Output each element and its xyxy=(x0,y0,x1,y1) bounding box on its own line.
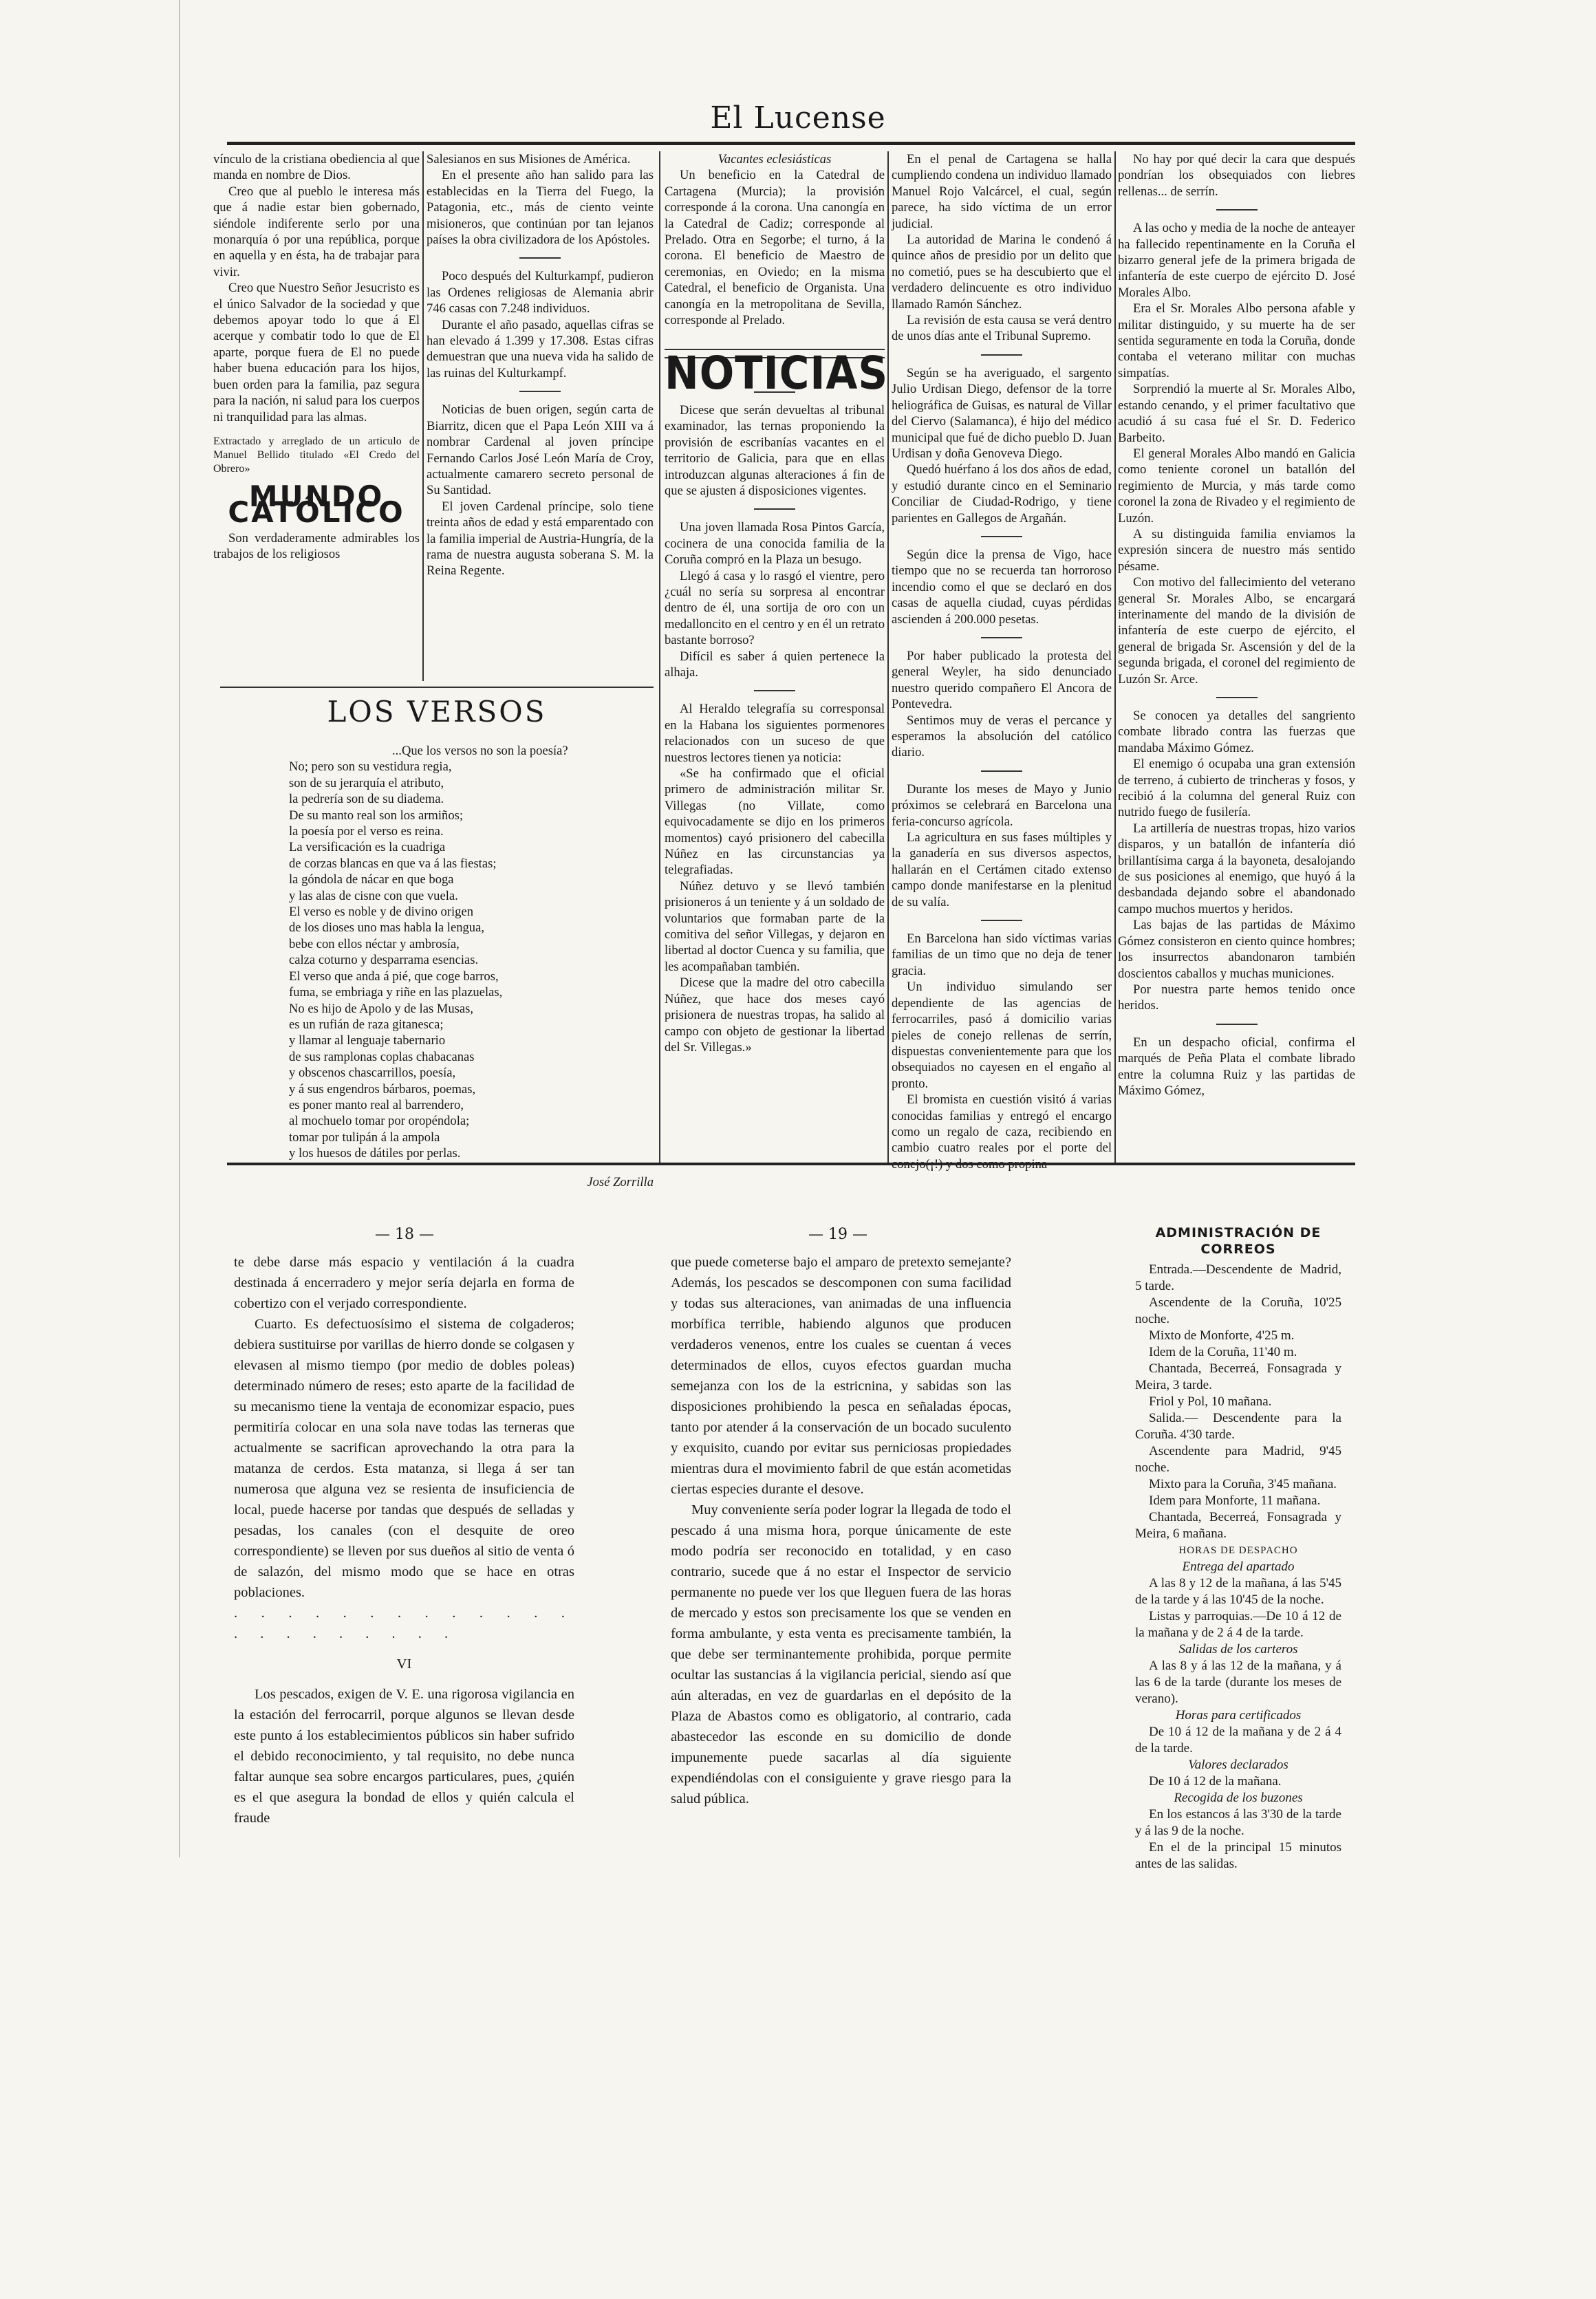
paragraph: Durante los meses de Mayo y Junio próximos se celebrará en Barcelona una feria-concurso agrícola. xyxy=(892,781,1112,829)
bottom-column-right xyxy=(671,1252,1011,1809)
poem-line: la poesía por el verso es reina. xyxy=(289,824,444,839)
separator xyxy=(519,257,561,259)
certificados-heading: Horas para certificados xyxy=(1175,1708,1302,1723)
paragraph: En Barcelona han sido víctimas varias familias de un timo que no deja de tener gracia. xyxy=(892,931,1112,978)
schedule-line: Mixto para la Coruña, 3'45 mañana. xyxy=(1149,1477,1337,1491)
paragraph: Por nuestra parte hemos tenido once heridos. xyxy=(1118,982,1355,1013)
poem xyxy=(289,743,654,1190)
poem-line: No; pero son su vestidura regia, xyxy=(289,759,452,775)
paragraph: Los pescados, exigen de V. E. una rigorosa vigilancia en la estación del ferrocarril, porque algunos se llevan desde este punto á los establecimientos públicos sin haber sufrido el debido reconocimiento, y tal requisito, no debe nunca faltar aunque sea sobre encargos particulares, pues, ¿quién es el que asegura la bondad de ellos y quién calcula el fraude xyxy=(234,1687,574,1826)
poem-line: ...Que los versos no son la poesía? xyxy=(392,744,568,758)
schedule-line: A las 8 y 12 de la mañana, á las 5'45 de la tarde y á las 10'45 de la noche. xyxy=(1135,1576,1341,1607)
column-4 xyxy=(892,151,1112,1172)
paragraph: Según dice la prensa de Vigo, hace tiempo que no se recuerda tan horroroso incendio como el que se declaró en dos casas de aquella ciudad, cuyas pérdidas ascienden á 200.000 pesetas. xyxy=(892,547,1112,627)
poem-line: bebe con ellos néctar y ambrosía, xyxy=(289,936,460,951)
poem-line: El verso que anda á pié, que coge barros, xyxy=(289,969,499,984)
paragraph: Creo que al pueblo le interesa más que á nadie estar bien gobernado, siéndole indiferente serlo por una monarquía ó por una república, porque en aquella y en ésta, ha de trabajar para vivir. xyxy=(213,184,420,279)
separator xyxy=(981,770,1022,772)
schedule-line: A las 8 y á las 12 de la mañana, y á las 6 de la tarde (durante los meses de verano). xyxy=(1135,1659,1341,1706)
column-divider xyxy=(422,151,424,681)
mid-page-rule xyxy=(227,1163,1355,1165)
schedule-line: Listas y parroquias.—De 10 á 12 de la mañana y de 2 á 4 de la tarde. xyxy=(1135,1609,1341,1640)
poem-line: y á sus engendros bárbaros, poemas, xyxy=(289,1081,476,1097)
column-5 xyxy=(1118,151,1355,1163)
poem-line: La versificación es la cuadriga xyxy=(289,840,446,855)
schedule-line: Entrada.—Descendente de Madrid, 5 tarde. xyxy=(1135,1262,1341,1293)
poem-rule xyxy=(220,687,654,688)
separator xyxy=(981,637,1022,638)
paragraph: En el penal de Cartagena se halla cumpliendo condena un individuo llamado Manuel Rojo Valcárcel, el cual, según parece, ha sido víctima de un error judicial. xyxy=(892,152,1112,231)
paragraph: La agricultura en sus fases múltiples y la ganadería en sus diversos aspectos, hallarán en el Certámen citado extenso campo donde manifestarse en la plenitud de su valía. xyxy=(892,830,1112,909)
paragraph: Se conocen ya detalles del sangriento combate librado contra las fuerzas que mandaba Máximo Gómez. xyxy=(1118,709,1355,755)
paragraph: Son verdaderamente admirables los trabajos de los religiosos xyxy=(213,530,420,562)
paragraph: Era el Sr. Morales Albo persona afable y militar distinguido, y su muerte ha de ser sentida seguramente en toda la Coruña, donde contaba el veterano militar con muchas simpatías. xyxy=(1118,301,1355,380)
poem-line: fuma, se embriaga y riñe en las plazuelas, xyxy=(289,985,503,1000)
carteros-heading: Salidas de los carteros xyxy=(1178,1642,1298,1656)
schedule-line: Idem de la Coruña, 11'40 m. xyxy=(1149,1345,1297,1359)
paragraph: Cuarto. Es defectuosísimo el sistema de colgaderos; debiera sustituirse por varillas de hierro donde se colgasen y elevasen al mismo tiempo (por medio de dobles poleas) determinado número de reses; esto aparte de la facilidad de su mecanismo tiene la ventaja de economizar espacio, pues permitiría colocar en una sola nave todas las terneras que actualmente se sacrifican aprovechando la otra para la matanza de cerdos. Esta matanza, si llega á ser tan numerosa que alguna vez se resienta de insuficiencia de local, puede hacerse por tandas que después de selladas y pesadas, los canales (con el desquite de oreo correspondiente) se lleven por sus dueños al sitio de venta ó de salazón, del mismo modo que se hace en otras poblaciones. xyxy=(234,1317,574,1600)
paragraph: La revisión de esta causa se verá dentro de unos días ante el Tribunal Supremo. xyxy=(892,313,1112,344)
section-title-mundo-catolico: MUNDO CATÓLICO xyxy=(228,479,405,530)
paragraph: Muy conveniente sería poder lograr la llegada de todo el pescado á una misma hora, porque únicamente de este modo podría ser reconocido en totalidad, y en caso contrario, sucede que á no estar el Inspector de servicio permanente no puede ver los que lleguen fuera de las horas de mercado y estos son precisamente los que se venden en forma ambulante, y esta venta es precisamente también, la que debe ser terminantemente prohibida, porque permite ocultar las sustancias á la vigilancia pericial, siendo así que aún alteradas, en vez de guardarlas en el depósito de la Plaza de Abastos como es obligatorio, al contrario, cada abastecedor las esconde en su domicilio de donde impunemente puede sacarlas al día siguiente expendiéndolas con el consiguiente y grave riesgo para la salud pública. xyxy=(671,1502,1011,1806)
poem-line: son de su jerarquía el atributo, xyxy=(289,775,444,790)
schedule-line: En los estancos á las 3'30 de la tarde y á las 9 de la noche. xyxy=(1135,1807,1341,1838)
separator xyxy=(754,690,795,691)
paragraph: Dicese que serán devueltas al tribunal examinador, las ternas proponiendo la provisión de escribanías vacantes en el territorio de Galicia, para que en ellas introduzcan algunas alteraciones á fin de que se ajusten á disposiciones vigentes. xyxy=(665,402,885,498)
poem-line: y los huesos de dátiles por perlas. xyxy=(289,1146,461,1161)
paragraph: Un beneficio en la Catedral de Cartagena (Murcia); la provisión corresponde á la corona. Una canongía en la Catedral de Cadiz; corresponde al Prelado. Otra en Segorbe; el turno, á la corona. El beneficio de Maestro de ceremonias, en Oviedo; en la misma Catedral, el beneficio de Organista. Una canongía en la metropolitana de Sevilla, corresponde al Prelado. xyxy=(665,168,885,328)
page-number-right: — 19 — xyxy=(808,1226,867,1243)
schedule-line: Salida.— Descendente para la Coruña. 4'30 tarde. xyxy=(1135,1411,1341,1442)
paragraph: Núñez detuvo y se llevó también prisioneros á un teniente y á un soldado de voluntarios que formaban parte de la comitiva del señor Villegas, y dejaron en libertad al doctor Cuenca y su familia, que les acompañaban también. xyxy=(665,878,885,974)
paragraph: Noticias de buen origen, según carta de Biarritz, dicen que el Papa León XIII va á nombrar Cardenal al joven príncipe Fernando Carlos José León María de Croy, actualmente camarero secreto personal de Su Santidad. xyxy=(427,402,654,498)
poem-line: de los dioses uno mas habla la lengua, xyxy=(289,920,485,936)
poem-line: la góndola de nácar en que boga xyxy=(289,872,454,887)
column-1 xyxy=(213,151,420,647)
poem-title: LOS VERSOS xyxy=(327,695,547,728)
paragraph: La autoridad de Marina le condenó á quince años de presidio por un delito que no cometió, pues se ha descubierto que el verdadero delincuente es otro individuo llamado Ramón Sánchez. xyxy=(892,233,1112,312)
correos-schedule xyxy=(1135,1224,1341,1872)
schedule-line: De 10 á 12 de la mañana. xyxy=(1149,1774,1282,1789)
paragraph: En el presente año han salido para las establecidas en la Tierra del Fuego, la Patagonia, etc., más de ciento veinte misioneros, que continúan por tan lejanos países la obra civilizadora de los Apóstoles. xyxy=(427,168,654,248)
separator xyxy=(1216,209,1258,211)
poem-author: José Zorrilla xyxy=(587,1174,654,1189)
schedule-line: Ascendente de la Coruña, 10'25 noche. xyxy=(1135,1295,1341,1326)
schedule-line: Mixto de Monforte, 4'25 m. xyxy=(1149,1328,1295,1343)
paragraph: El enemigo ó ocupaba una gran extensión de terreno, á cubierto de trincheras y fosos, y recibió á la columna del general Ruiz con nutrido fuego de fusilería. xyxy=(1118,757,1355,820)
poem-line: es poner manto real al barrendero, xyxy=(289,1097,464,1112)
schedule-line: En el de la principal 15 minutos antes de las salidas. xyxy=(1135,1840,1341,1871)
schedule-line: De 10 á 12 de la mañana y de 2 á 4 de la tarde. xyxy=(1135,1725,1341,1756)
paragraph: Sorprendió la muerte al Sr. Morales Albo, estando cenando, y el primer facultativo que acudió á su casa fué el Sr. D. Federico Barbeito. xyxy=(1118,382,1355,445)
paragraph: Quedó huérfano á los dos años de edad, y estudió durante cinco en el Seminario Conciliar de Ciudad-Rodrigo, y tiene parientes en Gallegos de Argañán. xyxy=(892,462,1112,526)
paragraph: En un despacho oficial, confirma el marqués de Peña Plata el combate librado entre la columna Ruiz y las partidas de Máximo Gómez, xyxy=(1118,1035,1355,1098)
separator xyxy=(981,354,1022,356)
separator xyxy=(981,536,1022,537)
poem-line: la pedrería son de su diadema. xyxy=(289,792,444,807)
poem-line: de corzas blancas en que va á las fiestas; xyxy=(289,856,497,871)
masthead-title: El Lucense xyxy=(710,100,886,136)
header-rule xyxy=(227,142,1355,145)
apartado-heading: Entrega del apartado xyxy=(1182,1559,1295,1574)
paragraph: vínculo de la cristiana obediencia al que manda en nombre de Dios. xyxy=(213,152,420,183)
column-divider xyxy=(659,151,660,1163)
schedule-line: Chantada, Becerreá, Fonsagrada y Meira, 6 mañana. xyxy=(1135,1510,1341,1541)
paragraph: Llegó á casa y lo rasgó el vientre, pero ¿cuál no sería su sorpresa al encontrar dentro de él, una sortija de oro con un medalloncito en el centro y en él un retrato bastante borroso? xyxy=(665,568,885,648)
paragraph: Dicese que la madre del otro cabecilla Núñez, que hace dos meses cayó prisionera de nuestras tropas, ha salido al campo con objeto de gestionar la libertad del Sr. Villegas.» xyxy=(665,975,885,1055)
schedule-line: Ascendente para Madrid, 9'45 noche. xyxy=(1135,1444,1341,1475)
paragraph: Difícil es saber á quien pertenece la alhaja. xyxy=(665,649,885,680)
column-3 xyxy=(665,151,889,1163)
page-number-left: — 18 — xyxy=(375,1226,434,1243)
separator xyxy=(981,920,1022,921)
ellipsis-dots: . . . . . . . . . . . . . . . . . . . . . . xyxy=(234,1606,574,1641)
paragraph: El general Morales Albo mandó en Galicia como teniente coronel un batallón del regimiento de Murcia, y más tarde como coronel la zona de Rivadeo y el regimiento de Luzón. xyxy=(1118,446,1355,526)
paragraph: Durante el año pasado, aquellas cifras se han elevado á 1.399 y 17.308. Estas cifras demuestran que una nueva vida ha salido de las ruinas del Kulturkampf. xyxy=(427,317,654,380)
bottom-column-left xyxy=(234,1252,574,1828)
poem-line: y las alas de cisne con que vuela. xyxy=(289,888,458,903)
paragraph: El bromista en cuestión visitó á varias conocidas familias y entregó el encargo como un regalo de caza, recibiendo en cambio cuatro reales por el porte del conejo(¡!) y dos como propina xyxy=(892,1092,1112,1172)
correos-title: ADMINISTRACIÓN DE CORREOS xyxy=(1155,1225,1322,1257)
paragraph: Poco después del Kulturkampf, pudieron las Ordenes religiosas de Alemania abrir 746 casas con 7.248 individuos. xyxy=(427,269,654,316)
paragraph: te debe darse más espacio y ventilación á la cuadra destinada á encerradero y mejor sería dejarla en forma de cobertizo con el verjado correspondiente. xyxy=(234,1255,574,1311)
paragraph: La artillería de nuestras tropas, hizo varios disparos, y un batallón de infantería dió brillantísima carga á la bayoneta, desalojando de sus posiciones al enemigo, que huyó á la desbandada dejando sobre el abandonado campo muchos muertos y heridos. xyxy=(1118,821,1355,916)
separator xyxy=(1216,697,1258,698)
excerpt-credit: Extractado y arreglado de un articulo de Manuel Bellido titulado «El Credo del Obrero» xyxy=(213,435,420,475)
poem-line: es un rufián de raza gitanesca; xyxy=(289,1017,444,1032)
paragraph: Según se ha averiguado, el sargento Julio Urdisan Diego, defensor de la torre heliográfica de Guisas, es natural de Villar del Ciervo (Salamanca), é hijo del médico municipal que fué de dicho pueblo D. Juan Urdisan y doña Genoveva Diego. xyxy=(892,365,1112,461)
separator xyxy=(754,508,795,510)
poem-line: De su manto real son los armiños; xyxy=(289,808,464,823)
schedule-line: Friol y Pol, 10 mañana. xyxy=(1149,1394,1272,1409)
poem-line: No es hijo de Apolo y de las Musas, xyxy=(289,1001,474,1016)
poem-line: de sus ramplonas coplas chabacanas xyxy=(289,1049,475,1064)
separator xyxy=(519,391,561,392)
paragraph: Salesianos en sus Misiones de América. xyxy=(427,152,631,166)
paragraph: Con motivo del fallecimiento del veterano general Sr. Morales Albo, se encargará interinamente del mando de la división de infantería de este cuerpo de ejército, el general de brigada Sr. Ascensión y del de la segunda brigada, el coronel del regimiento de Luzón Sr. Arce. xyxy=(1118,575,1355,687)
paragraph: que puede cometerse bajo el amparo de pretexto semejante? Además, los pescados se descomponen con suma facilidad y todas sus alteraciones, van animadas de una influencia morbífica terrible, habiendo algunos que producen verdaderos venenos, entre los cuales se cuentan á veces determinados de ellos, cuyos efectos guardan mucha semejanza con los de la estricnina, y sabidas son las disposiciones prohibiendo la pesca en señaladas épocas, tanto por atender á la conservación de un bocado suculento y exquisito, cuando por evitar sus perniciosas propiedades mientras dura el movimiento fabril de que están acometidas ciertas especies durante el desove. xyxy=(671,1255,1011,1497)
paragraph: «Se ha confirmado que el oficial primero de administración militar Sr. Villegas (no Villate, como equivocadamente se dijo en los primeros momentos) cayó prisionero del cabecilla Núñez en las circunstancias ya telegrafiadas. xyxy=(665,766,885,878)
poem-line: y obscenos chascarrillos, poesía, xyxy=(289,1066,456,1081)
buzones-heading: Recogida de los buzones xyxy=(1174,1791,1303,1805)
paragraph: Creo que Nuestro Señor Jesucristo es el único Salvador de la sociedad y que debemos apoyar todo lo que á El acerque y combatir todo lo que de El aparte, porque fuera de El no puede haber buena educación para los hijos, buen orden para la familia, paz segura para la nación, ni salud para los cuerpos ni tranquilidad para las almas. xyxy=(213,281,420,424)
paragraph: Sentimos muy de veras el percance y esperamos la absolución del católico diario. xyxy=(892,713,1112,760)
paragraph: Por haber publicado la protesta del general Weyler, ha sido denunciado nuestro querido compañero El Ancora de Pontevedra. xyxy=(892,648,1112,712)
schedule-line: Idem para Monforte, 11 mañana. xyxy=(1149,1493,1321,1508)
paragraph: No hay por qué decir la cara que después pondrían los obsequiados con liebres rellenas... de serrín. xyxy=(1118,152,1355,199)
poem-line: y llamar al lenguaje tabernario xyxy=(289,1033,446,1048)
paragraph: A las ocho y media de la noche de anteayer ha fallecido repentinamente en la Coruña el bizarro general jefe de la primera brigada de infantería de este cuerpo de ejército D. José Morales Albo. xyxy=(1118,221,1355,300)
schedule-line: Chantada, Becerreá, Fonsagrada y Meira, 3 tarde. xyxy=(1135,1361,1341,1392)
paragraph: Al Heraldo telegrafía su corresponsal en la Habana los siguientes pormenores relacionados con un suceso de que nuestros lectores tienen ya noticia: xyxy=(665,702,885,765)
paragraph: Una joven llamada Rosa Pintos García, cocinera de una conocida familia de la Coruña compró en la Plaza un besugo. xyxy=(665,520,885,568)
valores-heading: Valores declarados xyxy=(1188,1758,1288,1772)
page-edge-line xyxy=(179,0,180,1857)
column-divider xyxy=(887,151,889,1163)
poem-line: El verso es noble y de divino origen xyxy=(289,905,474,920)
column-divider xyxy=(1114,151,1116,1163)
paragraph: Las bajas de las partidas de Máximo Gómez consisteron en ciento quince hombres; los insurrectos abandonaron también doscientos caballos y muchas municiones. xyxy=(1118,918,1355,981)
poem-line: tomar por tulipán á la ampola xyxy=(289,1130,440,1145)
column-2 xyxy=(427,151,654,681)
paragraph: Un individuo simulando ser dependiente de las agencias de ferrocarriles, pasó á domicilio varias pieles de conejo rellenas de serrín, dispuestas convenientemente para que los obsequiados no cayesen en el engaño al pronto. xyxy=(892,980,1112,1091)
paragraph: A su distinguida familia enviamos la expresión sincera de nuestro más sentido pésame. xyxy=(1118,526,1355,574)
section-roman-numeral: VI xyxy=(396,1656,412,1672)
poem-line: calza coturno y desparrama esencias. xyxy=(289,953,479,968)
vacantes-heading: Vacantes eclesiásticas xyxy=(718,152,832,166)
section-title-noticias: NOTICIAS xyxy=(665,347,889,400)
paragraph: El joven Cardenal príncipe, solo tiene treinta años de edad y está emparentado con la familia imperial de Austria-Hungría, de la rama de nuestra augusta soberana S. M. la Reina Regente. xyxy=(427,499,654,579)
separator xyxy=(1216,1024,1258,1025)
poem-line: al mochuelo tomar por oropéndola; xyxy=(289,1114,470,1129)
horas-heading: HORAS DE DESPACHO xyxy=(1178,1545,1298,1556)
